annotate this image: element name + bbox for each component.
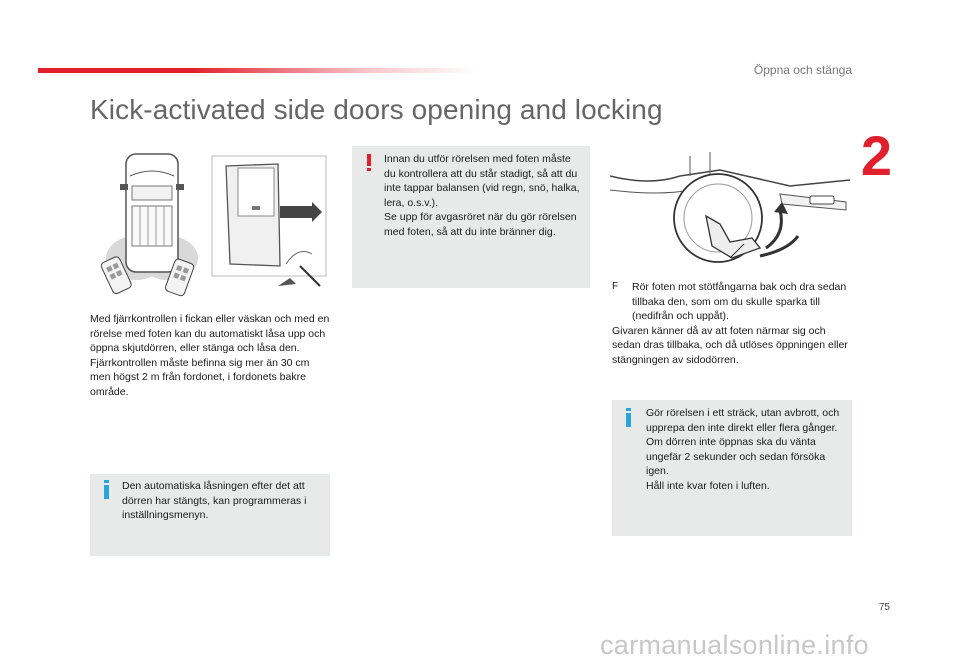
warning-icon bbox=[367, 154, 371, 171]
info-icon bbox=[104, 480, 109, 499]
info-box-programming-text: Den automatiska låsningen efter det att dörren har stängts, kan programmeras i inställningsmenyn. bbox=[122, 480, 307, 522]
warning-text-paragraph1: Innan du utför rörelsen med foten måste du kontrollera att du står stadigt, så att du inte tappar balansen (vid regn, snö, halka, lera, o.s.v.). bbox=[384, 153, 580, 209]
warning-box bbox=[352, 146, 590, 288]
info-box-tips bbox=[612, 400, 852, 536]
page-title: Kick-activated side doors opening and locking bbox=[90, 94, 663, 125]
intro-paragraph2: Fjärrkontrollen måste befinna sig mer än 30 cm men högst 2 m från fordonet, i fordonets bakre område. bbox=[90, 356, 310, 398]
info-icon bbox=[626, 408, 631, 427]
intro-paragraph1: Med fjärrkontrollen i fickan eller väskan och med en rörelse med foten kan du automatiskt låsa upp och öppna skjutdörren, eller stänga och låsa den. bbox=[90, 313, 330, 355]
bullet-glyph: F bbox=[612, 281, 619, 292]
info-box-programming bbox=[90, 474, 330, 556]
van-top-view-illustration bbox=[96, 146, 206, 306]
tips-line2: Om dörren inte öppnas ska du vänta ungefär 2 sekunder och sedan försöka igen. bbox=[646, 436, 826, 478]
tips-line3: Håll inte kvar foten i luften. bbox=[646, 479, 770, 492]
page-number: 75 bbox=[878, 602, 890, 613]
chapter-number: 2 bbox=[860, 124, 892, 187]
instruction-paragraph: Givaren känner då av att foten närmar sig och sedan dras tillbaka, och då utlöses öppningen eller stängningen av sidodörren. bbox=[612, 324, 848, 366]
chapter-name: Öppna och stänga bbox=[753, 63, 852, 77]
instruction-step-text: Rör foten mot stötfångarna bak och dra sedan tillbaka den, som om du skulle sparka till (nedifrån och uppåt). bbox=[632, 281, 847, 323]
header-accent-bar bbox=[38, 68, 478, 73]
warning-text-paragraph2: Se upp för avgasröret när du gör rörelsen med foten, så att du inte bränner dig. bbox=[384, 211, 577, 238]
kick-instructions bbox=[612, 280, 852, 368]
intro-text bbox=[90, 312, 330, 400]
watermark: carmanualsonline.info bbox=[600, 630, 869, 660]
sliding-door-illustration bbox=[208, 146, 330, 306]
tips-line1: Gör rörelsen i ett sträck, utan avbrott, och upprepa den inte direkt eller flera gånger. bbox=[646, 407, 840, 434]
foot-kick-illustration bbox=[610, 146, 850, 272]
instruction-step bbox=[612, 280, 852, 324]
